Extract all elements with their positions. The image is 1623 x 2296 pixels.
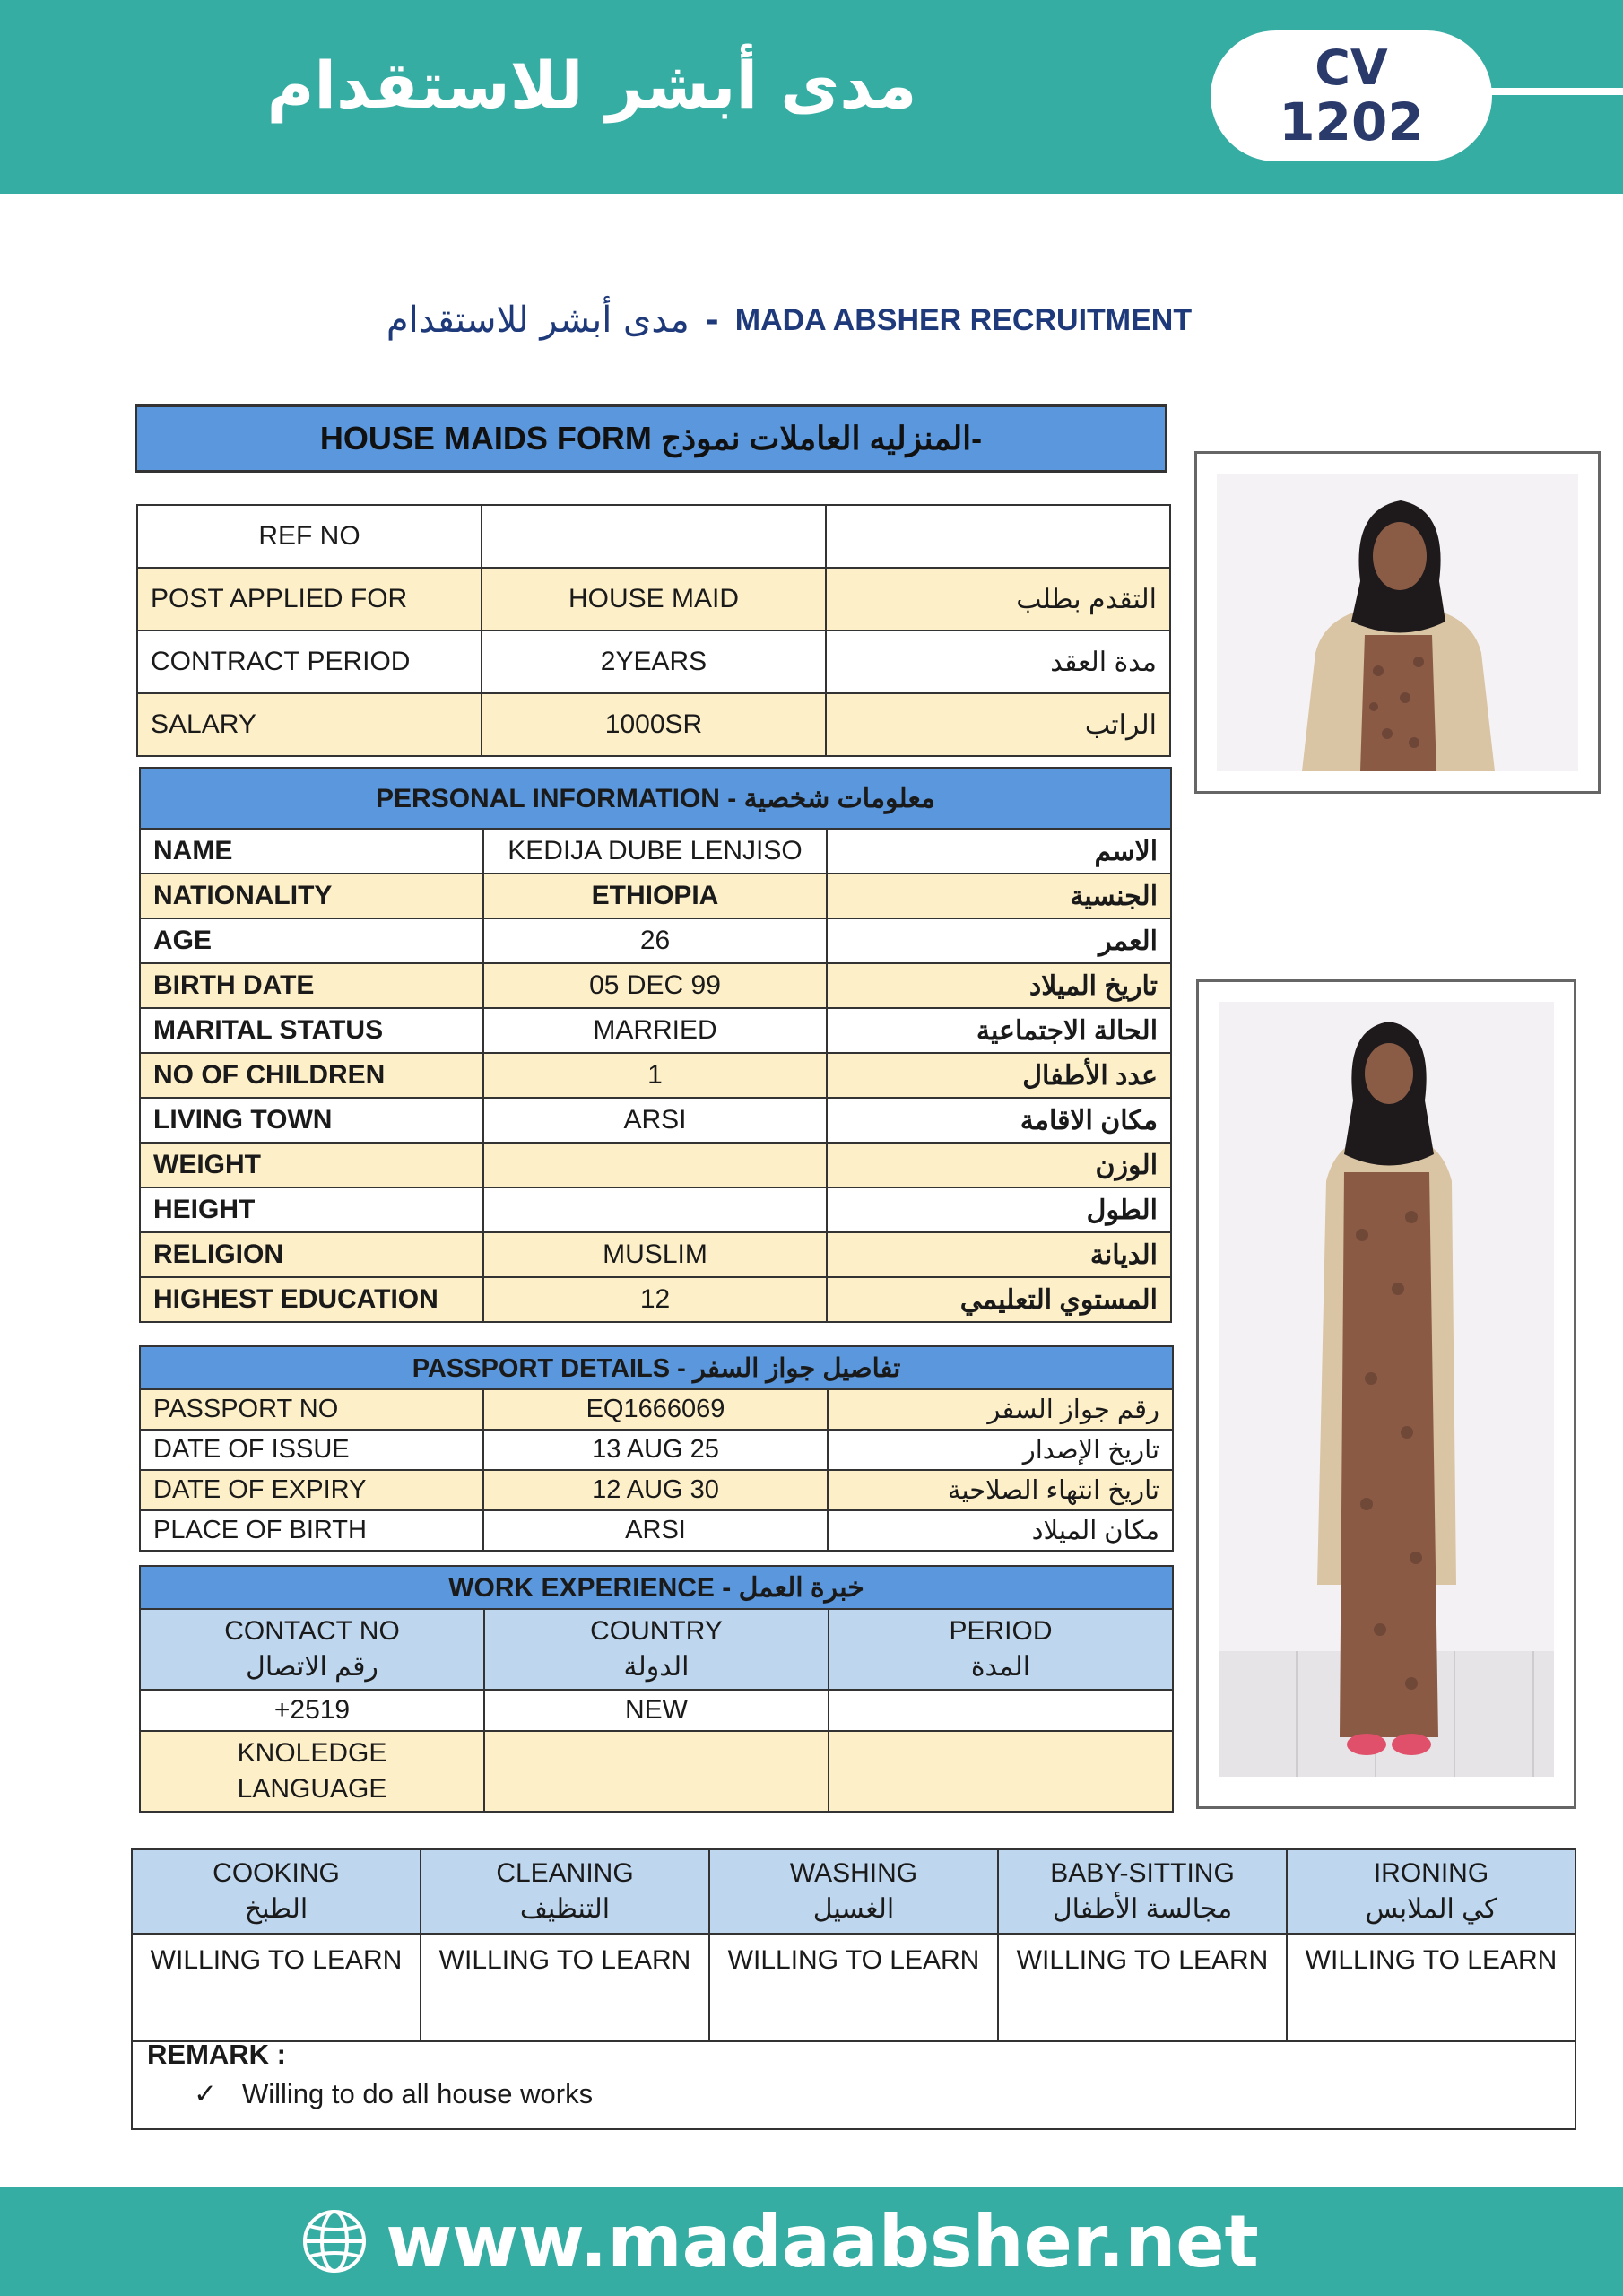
table-row: [140, 874, 1171, 918]
skill-ironing-value: WILLING TO LEARN: [1287, 1934, 1575, 2041]
knowledge-language-value: [484, 1731, 829, 1812]
children-value: 1: [483, 1053, 827, 1098]
table-row: [140, 1510, 1173, 1551]
expiry-date-value: 12 AUG 30: [483, 1470, 828, 1510]
issue-date-ar: تاريخ الإصدار: [828, 1430, 1173, 1470]
table-row: [140, 1053, 1171, 1098]
full-body-photo: [1219, 1002, 1554, 1777]
skill-header-cleaning: [421, 1849, 709, 1934]
height-value: [483, 1187, 827, 1232]
skill-babysitting-en: BABY-SITTING: [1050, 1857, 1235, 1888]
form-title-ar: -المنزليه العاملات نموذج: [660, 420, 983, 457]
table-row: [140, 1232, 1171, 1277]
country-header: [484, 1609, 829, 1690]
remark-title: REMARK :: [147, 2039, 286, 2070]
post-applied-value: HOUSE MAID: [482, 568, 826, 631]
skill-header-washing: [709, 1849, 998, 1934]
skill-cooking-en: COOKING: [213, 1857, 340, 1888]
birth-date-value: 05 DEC 99: [483, 963, 827, 1008]
passport-no-ar: رقم جواز السفر: [828, 1389, 1173, 1430]
salary-value: 1000SR: [482, 693, 826, 756]
globe-icon: [301, 2208, 368, 2274]
remark-text: Willing to do all house works: [241, 2078, 594, 2109]
post-applied-ar: التقدم بطلب: [826, 568, 1170, 631]
expiry-date-ar: تاريخ انتهاء الصلاحية: [828, 1470, 1173, 1510]
ref-no-ar: [826, 505, 1170, 568]
table-row: [140, 1389, 1173, 1430]
section-heading-row: [140, 1566, 1173, 1609]
job-details-table: [136, 504, 1171, 757]
contact-no-header-en: CONTACT NO: [224, 1615, 400, 1646]
table-row: [140, 1731, 1173, 1812]
cv-label: CV: [1315, 39, 1388, 96]
contract-period-label: CONTRACT PERIOD: [137, 631, 482, 693]
contract-period-value: 2YEARS: [482, 631, 826, 693]
marital-status-value: MARRIED: [483, 1008, 827, 1053]
salary-label: SALARY: [137, 693, 482, 756]
age-ar: العمر: [827, 918, 1171, 963]
table-row: [140, 1098, 1171, 1143]
post-applied-label: POST APPLIED FOR: [137, 568, 482, 631]
children-ar: عدد الأطفال: [827, 1053, 1171, 1098]
form-title-en: HOUSE MAIDS FORM: [319, 420, 652, 457]
table-row: [140, 1470, 1173, 1510]
country-header-en: COUNTRY: [590, 1615, 723, 1646]
form-title: [135, 404, 1167, 473]
contact-no-header: [140, 1609, 484, 1690]
portrait-photo-frame: [1194, 451, 1601, 794]
ref-no-label: REF NO: [137, 505, 482, 568]
work-experience-table: [139, 1565, 1174, 1813]
birth-date-ar: تاريخ الميلاد: [827, 963, 1171, 1008]
check-icon: ✓: [194, 2078, 217, 2109]
agency-name-ar: مدى أبشر للاستقدام: [386, 300, 690, 341]
work-experience-heading: WORK EXPERIENCE - خبرة العمل: [140, 1566, 1173, 1609]
issue-date-value: 13 AUG 25: [483, 1430, 828, 1470]
expiry-date-label: DATE OF EXPIRY: [140, 1470, 483, 1510]
contract-period-ar: مدة العقد: [826, 631, 1170, 693]
place-of-birth-label: PLACE OF BIRTH: [140, 1510, 483, 1551]
age-label: AGE: [140, 918, 483, 963]
skill-babysitting-value: WILLING TO LEARN: [998, 1934, 1287, 2041]
agency-name-en: MADA ABSHER RECRUITMENT: [734, 302, 1193, 337]
education-label: HIGHEST EDUCATION: [140, 1277, 483, 1322]
skill-cleaning-ar: التنظيف: [519, 1894, 611, 1924]
religion-ar: الديانة: [827, 1232, 1171, 1277]
brand-title-ar: مدى أبشر للاستقدام: [266, 48, 917, 123]
name-value: KEDIJA DUBE LENJISO: [483, 829, 827, 874]
height-ar: الطول: [827, 1187, 1171, 1232]
skill-header-babysitting: [998, 1849, 1287, 1934]
marital-status-ar: الحالة الاجتماعية: [827, 1008, 1171, 1053]
contact-no-value: +2519: [140, 1690, 484, 1731]
marital-status-label: MARITAL STATUS: [140, 1008, 483, 1053]
age-value: 26: [483, 918, 827, 963]
personal-info-heading: PERSONAL INFORMATION - معلومات شخصية: [140, 768, 1171, 829]
religion-value: MUSLIM: [483, 1232, 827, 1277]
knowledge-label: KNOLEDGE: [237, 1737, 387, 1768]
skill-babysitting-ar: مجالسة الأطفال: [1052, 1894, 1233, 1924]
nationality-label: NATIONALITY: [140, 874, 483, 918]
skill-washing-en: WASHING: [789, 1857, 918, 1888]
issue-date-label: DATE OF ISSUE: [140, 1430, 483, 1470]
period-header: [829, 1609, 1173, 1690]
country-header-ar: الدولة: [623, 1652, 690, 1682]
table-row: [140, 1008, 1171, 1053]
period-value: [829, 1690, 1173, 1731]
skill-washing-value: WILLING TO LEARN: [709, 1934, 998, 2041]
section-heading-row: [140, 768, 1171, 829]
knowledge-language-extra: [829, 1731, 1173, 1812]
period-header-ar: المدة: [970, 1652, 1031, 1682]
skills-value-row: [132, 1934, 1575, 2041]
place-of-birth-value: ARSI: [483, 1510, 828, 1551]
portrait-photo: [1217, 474, 1578, 771]
country-value: NEW: [484, 1690, 829, 1731]
remark-box: [131, 2030, 1576, 2130]
personal-info-table: [139, 767, 1172, 1323]
skill-header-cooking: [132, 1849, 421, 1934]
skill-ironing-en: IRONING: [1373, 1857, 1489, 1888]
table-row: [137, 693, 1170, 756]
height-label: HEIGHT: [140, 1187, 483, 1232]
children-label: NO OF CHILDREN: [140, 1053, 483, 1098]
full-body-photo-image: [1219, 1002, 1554, 1777]
passport-no-label: PASSPORT NO: [140, 1389, 483, 1430]
table-row: [140, 918, 1171, 963]
contact-no-header-ar: رقم الاتصال: [246, 1652, 378, 1682]
table-row: [140, 1277, 1171, 1322]
place-of-birth-ar: مكان الميلاد: [828, 1510, 1173, 1551]
remark-item: [194, 2078, 593, 2110]
passport-no-value: EQ1666069: [483, 1389, 828, 1430]
weight-value: [483, 1143, 827, 1187]
agency-header: [269, 289, 1309, 352]
table-row: [140, 1690, 1173, 1731]
living-town-ar: مكان الاقامة: [827, 1098, 1171, 1143]
table-row: [140, 963, 1171, 1008]
table-row: [140, 1187, 1171, 1232]
full-body-photo-frame: [1196, 979, 1576, 1809]
living-town-value: ARSI: [483, 1098, 827, 1143]
knowledge-language-label: [140, 1731, 484, 1812]
cv-badge: [1211, 30, 1492, 161]
skill-washing-ar: الغسيل: [812, 1894, 895, 1924]
period-header-en: PERIOD: [949, 1615, 1053, 1646]
website-link[interactable]: [296, 2187, 1264, 2296]
weight-label: WEIGHT: [140, 1143, 483, 1187]
skill-header-ironing: [1287, 1849, 1575, 1934]
skill-ironing-ar: كي الملابس: [1365, 1894, 1497, 1924]
education-value: 12: [483, 1277, 827, 1322]
skill-cleaning-value: WILLING TO LEARN: [421, 1934, 709, 2041]
education-ar: المستوي التعليمي: [827, 1277, 1171, 1322]
skill-cooking-value: WILLING TO LEARN: [132, 1934, 421, 2041]
religion-label: RELIGION: [140, 1232, 483, 1277]
birth-date-label: BIRTH DATE: [140, 963, 483, 1008]
nationality-value: ETHIOPIA: [483, 874, 827, 918]
table-row: [137, 568, 1170, 631]
table-row: [137, 631, 1170, 693]
passport-details-table: [139, 1345, 1174, 1552]
website-url: www.madaabsher.net: [386, 2199, 1259, 2283]
salary-ar: الراتب: [826, 693, 1170, 756]
name-ar: الاسم: [827, 829, 1171, 874]
section-heading-row: [140, 1346, 1173, 1389]
language-label: LANGUAGE: [237, 1774, 387, 1804]
living-town-label: LIVING TOWN: [140, 1098, 483, 1143]
skill-cleaning-en: CLEANING: [496, 1857, 634, 1888]
ref-no-value: [482, 505, 826, 568]
table-row: [140, 829, 1171, 874]
skill-cooking-ar: الطبخ: [244, 1894, 308, 1924]
agency-separator: -: [705, 301, 719, 339]
table-header-row: [140, 1609, 1173, 1690]
portrait-photo-image: [1217, 474, 1578, 771]
table-row: [137, 505, 1170, 568]
nationality-ar: الجنسية: [827, 874, 1171, 918]
skills-header-row: [132, 1849, 1575, 1934]
skills-table: [131, 1848, 1576, 2042]
weight-ar: الوزن: [827, 1143, 1171, 1187]
cv-number: 1202: [1279, 91, 1424, 152]
table-row: [140, 1430, 1173, 1470]
name-label: NAME: [140, 829, 483, 874]
table-row: [140, 1143, 1171, 1187]
passport-heading: PASSPORT DETAILS - تفاصيل جواز السفر: [140, 1346, 1173, 1389]
